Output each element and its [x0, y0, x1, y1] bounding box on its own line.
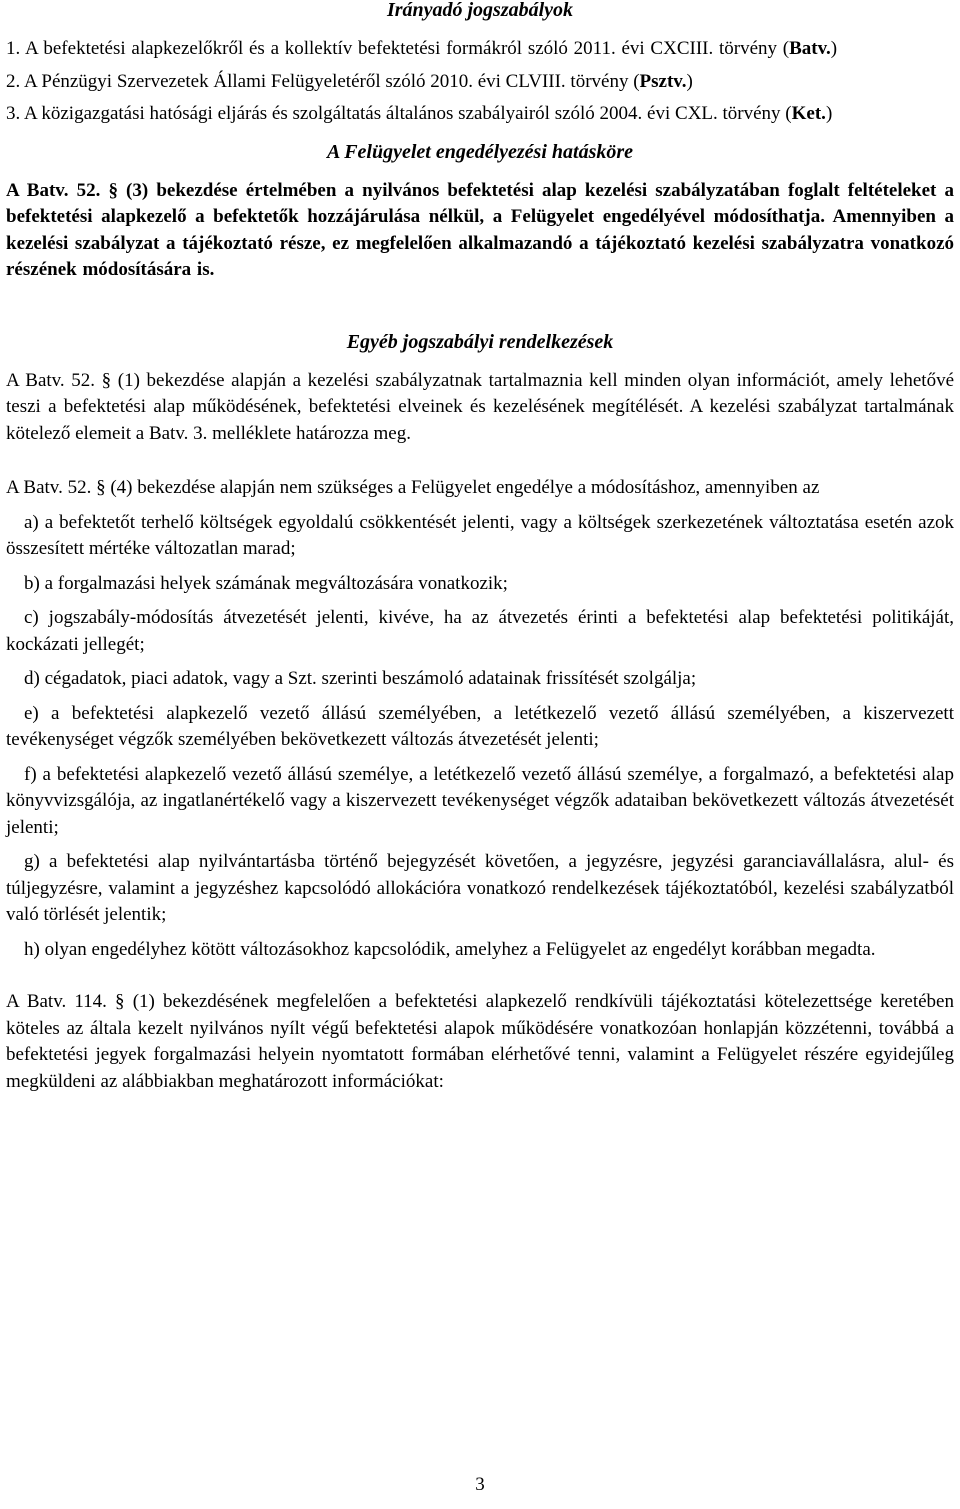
heading-other-provisions: Egyéb jogszabályi rendelkezések — [346, 330, 614, 353]
law-item-2 — [6, 69, 954, 96]
law-item-1 — [6, 36, 954, 63]
law-list — [6, 36, 954, 128]
law-item-3 — [6, 101, 954, 128]
heading-applicable-laws: Irányadó jogszabályok — [386, 0, 574, 21]
law-item-2-text: 2. A Pénzügyi Szervezetek Állami Felügyeletéről szóló 2010. évi CLVIII. törvény ( — [6, 70, 640, 92]
other-paragraph-2: A Batv. 52. § (4) bekezdése alapján nem szükséges a Felügyelet engedélye a módosításhoz, amennyiben az — [6, 477, 820, 498]
condition-item-h: h) olyan engedélyhez kötött változásokhoz kapcsolódik, amelyhez a Felügyelet az engedélyt korábban megadta. — [24, 938, 876, 960]
law-item-2-close: ) — [686, 70, 693, 92]
condition-item-e: e) a befektetési alapkezelő vezető állású személyében, a letétkezelő vezető állású személyében, a kiszervezett tevékenységet végzők személyében bekövetkezett változás átvezetését jelenti; — [6, 702, 954, 750]
authority-paragraph: A Batv. 52. § (3) bekezdése értelmében a nyilvános befektetési alap kezelési szabályzatában foglalt feltételeket a befektetési alapkezelő a befektetők hozzájárulása nélkül, a Felügyelet engedélyével módosíthatja. Amennyiben a kezelési szabályzat a tájékoztató része, ez megfelelően alkalmazandó a tájékoztató kezelési szabályzatra vonatkozó részének módosítására is. — [6, 179, 954, 280]
final-paragraph: A Batv. 114. § (1) bekezdésének megfelelően a befektetési alapkezelő rendkívüli tájékoztatási kötelezettsége keretében köteles az általa kezelt nyilvános nyílt végű befektetési alapok működésére vonatkozóan honlapján közzétenni, továbbá a befektetési jegyek forgalmazási helyein nyomtatott formában elérhetővé tenni, valamint a Felügyelet részére egyidejűleg megküldeni az alábbiakban meghatározott információkat: — [6, 991, 954, 1092]
condition-item-d: d) cégadatok, piaci adatok, vagy a Szt. szerinti beszámoló adatainak frissítését szolgálja; — [24, 668, 697, 689]
page-number: 3 — [475, 1474, 485, 1495]
condition-item-b: b) a forgalmazási helyek számának megváltozására vonatkozik; — [24, 572, 508, 594]
law-item-3-text: 3. A közigazgatási hatósági eljárás és szolgáltatás általános szabályairól szóló 2004. évi CXL. törvény ( — [6, 103, 792, 124]
law-item-2-abbr: Psztv. — [639, 70, 687, 92]
law-item-1-abbr: Batv. — [789, 38, 831, 59]
law-item-1-close: ) — [830, 38, 838, 59]
law-item-3-abbr: Ket. — [791, 103, 826, 124]
other-paragraph-1: A Batv. 52. § (1) bekezdése alapján a kezelési szabályzatnak tartalmaznia kell minden olyan információt, amely lehetővé teszi a befektetési alap működésének, befektetési elveinek és kezelésének megítélését. A kezelési szabályzat tartalmának kötelező elemeit a Batv. 3. melléklete határozza meg. — [6, 369, 954, 444]
condition-list — [6, 510, 954, 964]
condition-item-g: g) a befektetési alap nyilvántartásba történő bejegyzését követően, a jegyzésre, jegyzési garanciavállalásra, alul- és túljegyzésre, valamint a jegyzéshez kapcsolódó allokációra vonatkozó rendelkezések tájékoztatóból, kezelési szabályzatból való törlését jelentik; — [6, 851, 954, 925]
condition-item-a: a) a befektetőt terhelő költségek egyoldalú csökkentését jelenti, vagy a költségek szerkezetének változtatása esetén azok összesített mértéke változatlan marad; — [6, 511, 954, 559]
condition-item-f: f) a befektetési alapkezelő vezető állású személye, a letétkezelő vezető állású személye, a forgalmazó, a befektetési alap könyvvizsgálója, az ingatlanértékelő vagy a kiszervezett tevékenységet végzők adataiban bekövetkezett változás átvezetését jelenti; — [6, 763, 954, 838]
condition-item-c: c) jogszabály-módosítás átvezetését jelenti, kivéve, ha az átvezetés érinti a befektetési alap befektetési politikáját, kockázati jellegét; — [6, 607, 954, 655]
law-item-3-close: ) — [825, 103, 833, 124]
law-item-1-text: 1. A befektetési alapkezelőkről és a kollektív befektetési formákról szóló 2011. évi CXCIII. törvény ( — [6, 38, 790, 59]
heading-authority: A Felügyelet engedélyezési hatásköre — [326, 140, 634, 163]
